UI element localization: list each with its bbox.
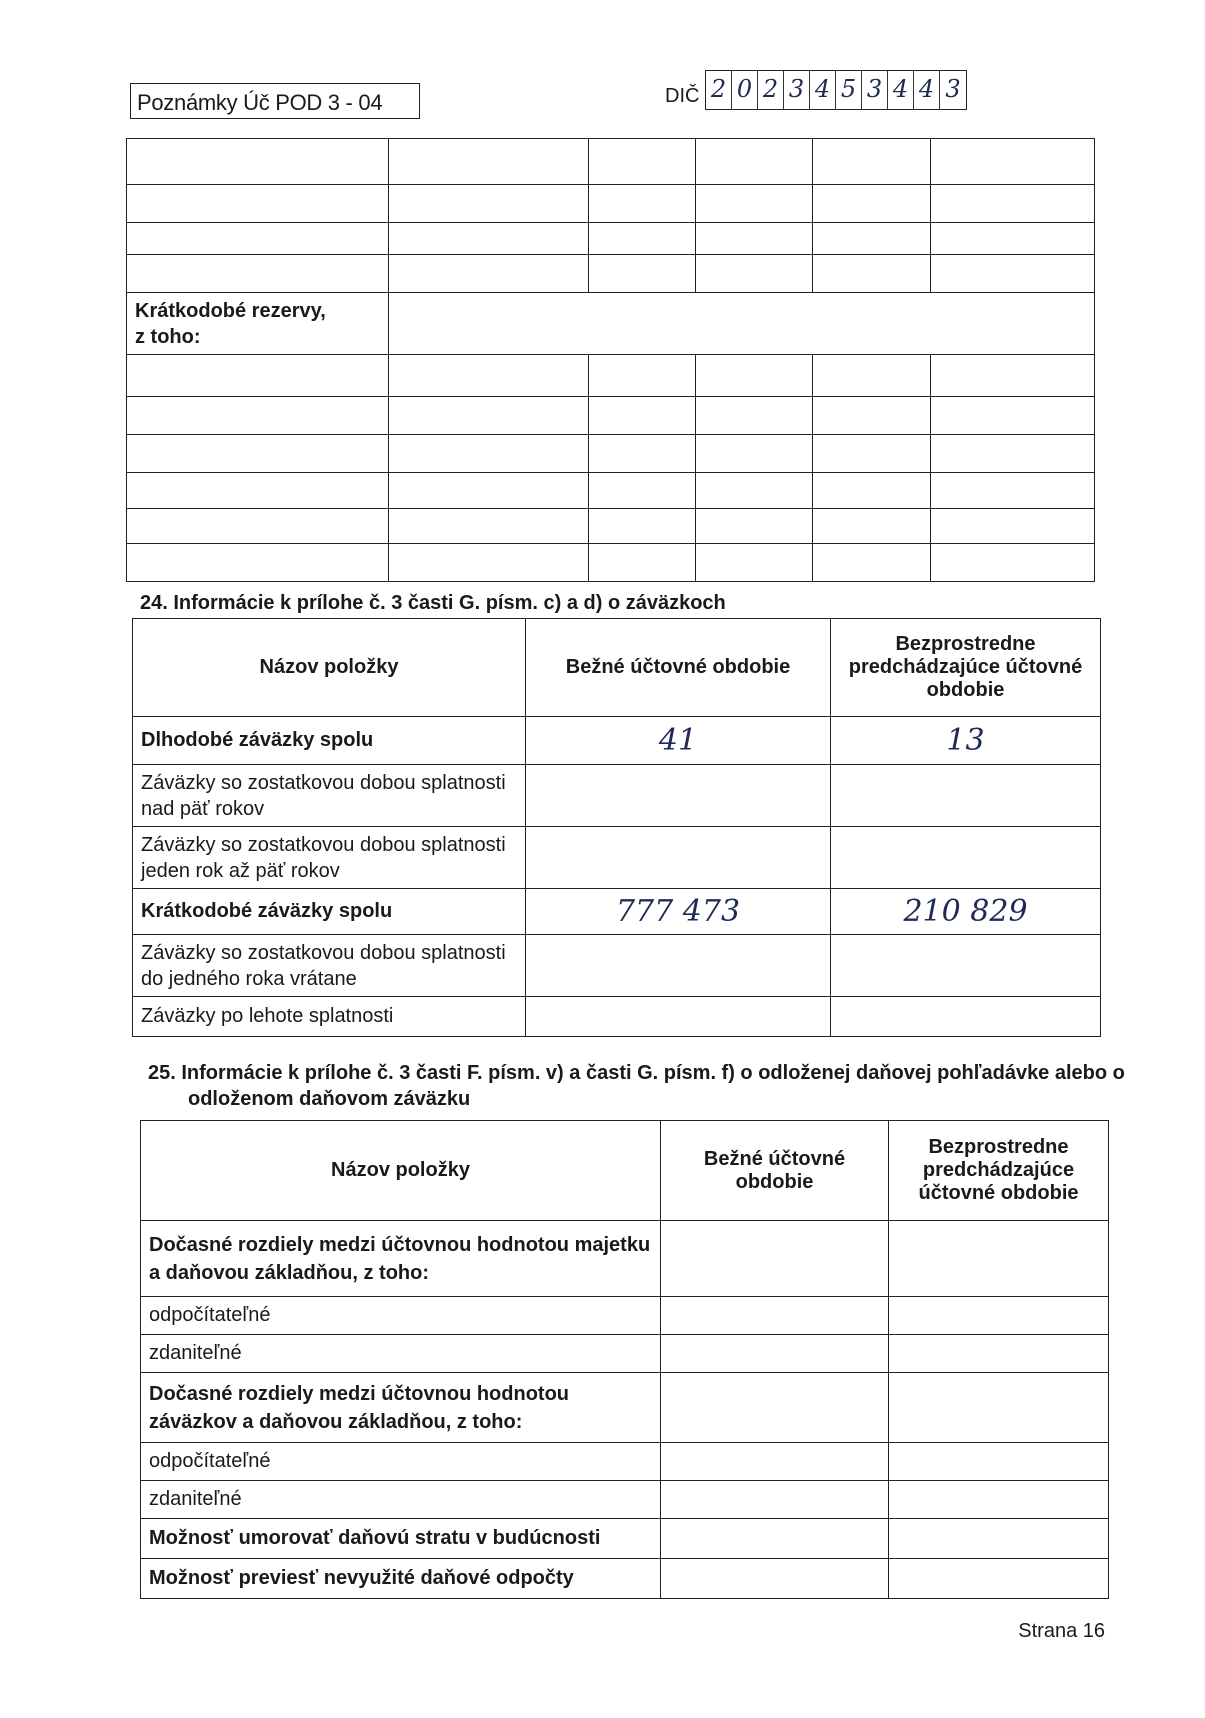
row-label: odpočítateľné xyxy=(141,1443,661,1481)
dic-digit: 4 xyxy=(810,71,836,109)
dic-digit: 2 xyxy=(758,71,784,109)
col-header-item: Názov položky xyxy=(141,1121,661,1221)
table-row xyxy=(141,1373,1109,1443)
col-header-item: Názov položky xyxy=(133,619,526,717)
table-row xyxy=(133,935,1101,997)
col-header-current: Bežné účtovné obdobie xyxy=(526,619,831,717)
col-header-current: Bežné účtovné obdobie xyxy=(661,1121,889,1221)
previous-value xyxy=(831,827,1101,889)
previous-value xyxy=(831,997,1101,1037)
short-term-reserves-label: Krátkodobé rezervy, z toho: xyxy=(127,293,389,355)
current-value xyxy=(526,827,831,889)
section-25-table xyxy=(140,1120,1109,1599)
dic-digit: 4 xyxy=(888,71,914,109)
table-row xyxy=(133,717,1101,765)
row-label: Možnosť umorovať daňovú stratu v budúcnosti xyxy=(141,1519,661,1559)
table-row xyxy=(133,765,1101,827)
table-row xyxy=(141,1443,1109,1481)
row-label: Záväzky so zostatkovou dobou splatnosti nad päť rokov xyxy=(133,765,526,827)
table-row xyxy=(133,889,1101,935)
table-row xyxy=(141,1519,1109,1559)
top-table xyxy=(126,138,1095,582)
col-header-previous: Bezprostredne predchádzajúce účtovné obdobie xyxy=(831,619,1101,717)
previous-value xyxy=(831,765,1101,827)
table-row xyxy=(141,1335,1109,1373)
row-label: Záväzky so zostatkovou dobou splatnosti jeden rok až päť rokov xyxy=(133,827,526,889)
previous-value: 210 829 xyxy=(831,889,1101,935)
dic-digit: 5 xyxy=(836,71,862,109)
previous-value: 13 xyxy=(831,717,1101,765)
row-label: Záväzky po lehote splatnosti xyxy=(133,997,526,1037)
row-label: Dočasné rozdiely medzi účtovnou hodnotou záväzkov a daňovou základňou, z toho: xyxy=(141,1373,661,1443)
table-row xyxy=(141,1297,1109,1335)
section-24-title: 24. Informácie k prílohe č. 3 časti G. písm. c) a d) o záväzkoch xyxy=(140,592,726,614)
dic-digit: 0 xyxy=(732,71,758,109)
dic-box xyxy=(705,70,967,110)
form-id: Poznámky Úč POD 3 - 04 xyxy=(130,83,420,119)
section-24-table xyxy=(132,618,1101,1037)
row-label: Krátkodobé záväzky spolu xyxy=(133,889,526,935)
row-label: zdaniteľné xyxy=(141,1335,661,1373)
current-value: 777 473 xyxy=(526,889,831,935)
col-header-previous: Bezprostredne predchádzajúce účtovné obdobie xyxy=(889,1121,1109,1221)
dic-digit: 2 xyxy=(706,71,732,109)
row-label: odpočítateľné xyxy=(141,1297,661,1335)
page-number: Strana 16 xyxy=(1018,1620,1105,1642)
row-label: Dočasné rozdiely medzi účtovnou hodnotou majetku a daňovou základňou, z toho: xyxy=(141,1221,661,1297)
table-row xyxy=(133,827,1101,889)
dic-digit: 4 xyxy=(914,71,940,109)
previous-value xyxy=(831,935,1101,997)
table-row xyxy=(141,1221,1109,1297)
current-value xyxy=(526,997,831,1037)
table-row xyxy=(141,1559,1109,1599)
section-25-title-line1: 25. Informácie k prílohe č. 3 časti F. písm. v) a časti G. písm. f) o odloženej daňovej pohľadávke alebo o xyxy=(148,1062,1125,1084)
section-25-title-line2: odloženom daňovom záväzku xyxy=(188,1088,471,1110)
current-value xyxy=(526,765,831,827)
row-label: Záväzky so zostatkovou dobou splatnosti do jedného roka vrátane xyxy=(133,935,526,997)
dic-digit: 3 xyxy=(862,71,888,109)
dic-label: DIČ xyxy=(665,85,700,107)
row-label: Možnosť previesť nevyužité daňové odpočty xyxy=(141,1559,661,1599)
table-row xyxy=(133,997,1101,1037)
current-value xyxy=(526,935,831,997)
row-label: Dlhodobé záväzky spolu xyxy=(133,717,526,765)
dic-digit: 3 xyxy=(784,71,810,109)
dic-digit: 3 xyxy=(945,75,961,103)
current-value: 41 xyxy=(526,717,831,765)
table-row xyxy=(141,1481,1109,1519)
row-label: zdaniteľné xyxy=(141,1481,661,1519)
